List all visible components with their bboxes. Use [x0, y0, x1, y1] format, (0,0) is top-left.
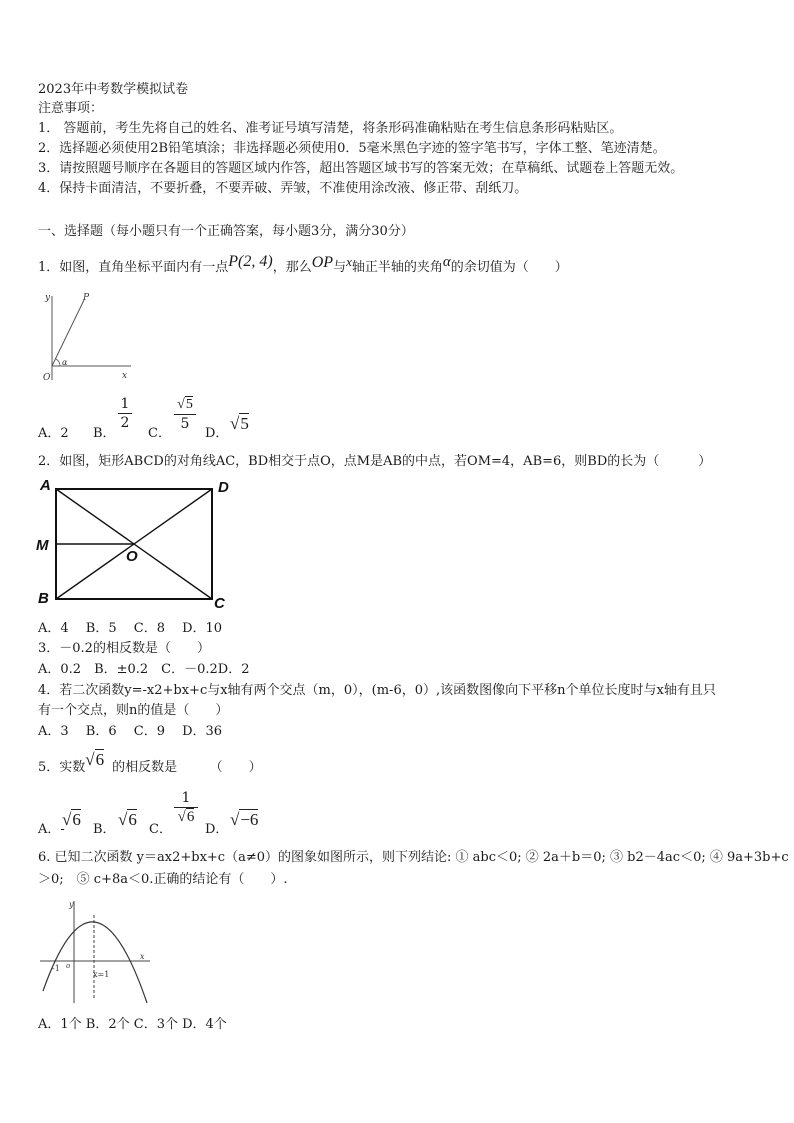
vertex-d-label: D	[218, 479, 229, 496]
angle-arc	[56, 359, 60, 366]
q5-suffix: 的相反数是 （ ）	[112, 760, 262, 775]
origin-label: o	[66, 962, 71, 970]
q1-suffix: 的余切值为（ ）	[450, 260, 568, 275]
q3-options: A．0.2 B．±0.2 C．－0.2D．2	[38, 662, 250, 677]
segment-op	[52, 300, 84, 366]
q5-option-c-fraction: 1 √6	[174, 790, 198, 825]
question-6: 6. 已知二次函数 y＝ax2+bx+c（a≠0）的图象如图所示，则下列结论: ① abc＜0; ② 2a＋b＝0; ③ b2－4ac＜0; ④ 9a+3b+c	[38, 850, 789, 865]
fraction-numerator: 1	[120, 396, 130, 412]
q5-option-b-label: B．	[93, 822, 116, 837]
x-label: x	[140, 952, 145, 961]
question-1	[38, 253, 568, 279]
q2-options: A．4 B．5 C．8 D．10	[38, 621, 223, 636]
vertex-a-label: A	[40, 477, 51, 494]
question-4: 4．若二次函数y=-x2+bx+c与x轴有两个交点（m，0），(m-6，0）,该函数图像向下平移n个单位长度时与x轴有且只	[38, 683, 716, 698]
fraction-denominator: 5	[180, 416, 190, 432]
q5-sqrt: √6	[85, 750, 105, 769]
question-3: 3．－0.2的相反数是（ ）	[38, 641, 210, 656]
q5-option-c-label: C．	[149, 822, 172, 837]
q6-figure	[38, 895, 154, 1007]
q1-prefix: 1．如图，直角坐标平面内有一点	[38, 260, 229, 275]
y-label: y	[45, 293, 51, 303]
notice-item: 4．保持卡面清洁，不要折叠，不要弄破、弄皱，不准使用涂改液、修正带、刮纸刀。	[38, 181, 528, 196]
section-heading: 一、选择题（每小题只有一个正确答案，每小题3分，满分30分）	[38, 224, 414, 239]
q1-angle: α	[442, 254, 451, 270]
alpha-label: α	[62, 358, 68, 367]
point-m-label: M	[36, 537, 49, 554]
q1-option-d-label: D．	[205, 426, 229, 441]
minus-one-label: -1	[52, 964, 60, 973]
x-label: x	[122, 371, 128, 381]
q1-option-a: A．2	[38, 426, 69, 441]
origin-label: O	[43, 373, 51, 383]
question-5	[38, 750, 262, 780]
parabola-curve	[43, 922, 147, 1003]
question-6-cont: ＞0; ⑤ c+8a＜0.正确的结论有（ ）.	[38, 872, 288, 887]
y-label: y	[69, 900, 74, 909]
q1-option-c-fraction: √5 5	[174, 396, 196, 432]
q5-option-a-label: A．-	[38, 822, 65, 837]
point-o-label: O	[126, 548, 138, 565]
q6-options: A．1个 B．2个 C．3个 D．4个	[38, 1017, 227, 1032]
q1-axis: x	[346, 254, 352, 269]
sqrt-radicand: 5	[185, 397, 193, 412]
q1-figure	[36, 290, 136, 386]
notice-heading: 注意事项：	[38, 101, 104, 116]
vertex-c-label: C	[214, 595, 225, 612]
q1-segment: OP	[311, 254, 334, 271]
q1-option-b-fraction	[118, 396, 132, 431]
q1-option-c-label: C．	[148, 426, 171, 441]
q1-mid3: 轴正半轴的夹角	[351, 260, 443, 275]
q4-options: A．3 B．6 C．9 D．36	[38, 724, 223, 739]
question-4-cont: 有一个交点，则n的值是（ ）	[38, 703, 229, 718]
notice-item: 3．请按照题号顺序在各题目的答题区域内作答，超出答题区域书写的答案无效；在草稿纸、试题卷上答题无效。	[38, 161, 684, 176]
axis-equation-label: x=1	[93, 970, 110, 979]
exam-title: 2023年中考数学模拟试卷	[38, 82, 189, 97]
question-2: 2．如图，矩形ABCD的对角线AC，BD相交于点O，点M是AB的中点，若OM=4，AB=6，则BD的长为（ ）	[38, 454, 712, 469]
q5-option-d-sqrt: √−6	[230, 810, 259, 829]
q1-option-d-sqrt: √5	[230, 414, 249, 433]
q5-option-b-sqrt: √6	[118, 810, 137, 829]
q1-mid1: ，那么	[272, 260, 312, 275]
fraction-numerator: 1	[181, 790, 191, 806]
q1-option-b-label: B．	[93, 426, 116, 441]
q5-option-d-label: D．	[205, 822, 229, 837]
point-p-label: P	[83, 293, 90, 303]
notice-item: 2．选择题必须使用2B铅笔填涂；非选择题必须使用0．5毫米黑色字迹的签字笔书写，字体工整、笔迹清楚。	[38, 141, 666, 156]
q1-point: P(2, 4)	[228, 253, 273, 270]
q1-mid2: 与	[333, 260, 347, 275]
q5-prefix: 5．实数	[38, 760, 86, 775]
notice-item: 1． 答题前，考生先将自己的姓名、准考证号填写清楚，将条形码准确粘贴在考生信息条形码粘贴区。	[38, 121, 623, 136]
q2-figure	[34, 474, 244, 616]
fraction-denominator: 2	[120, 415, 130, 431]
q5-option-a-sqrt: √6	[62, 810, 81, 829]
vertex-b-label: B	[38, 590, 49, 607]
